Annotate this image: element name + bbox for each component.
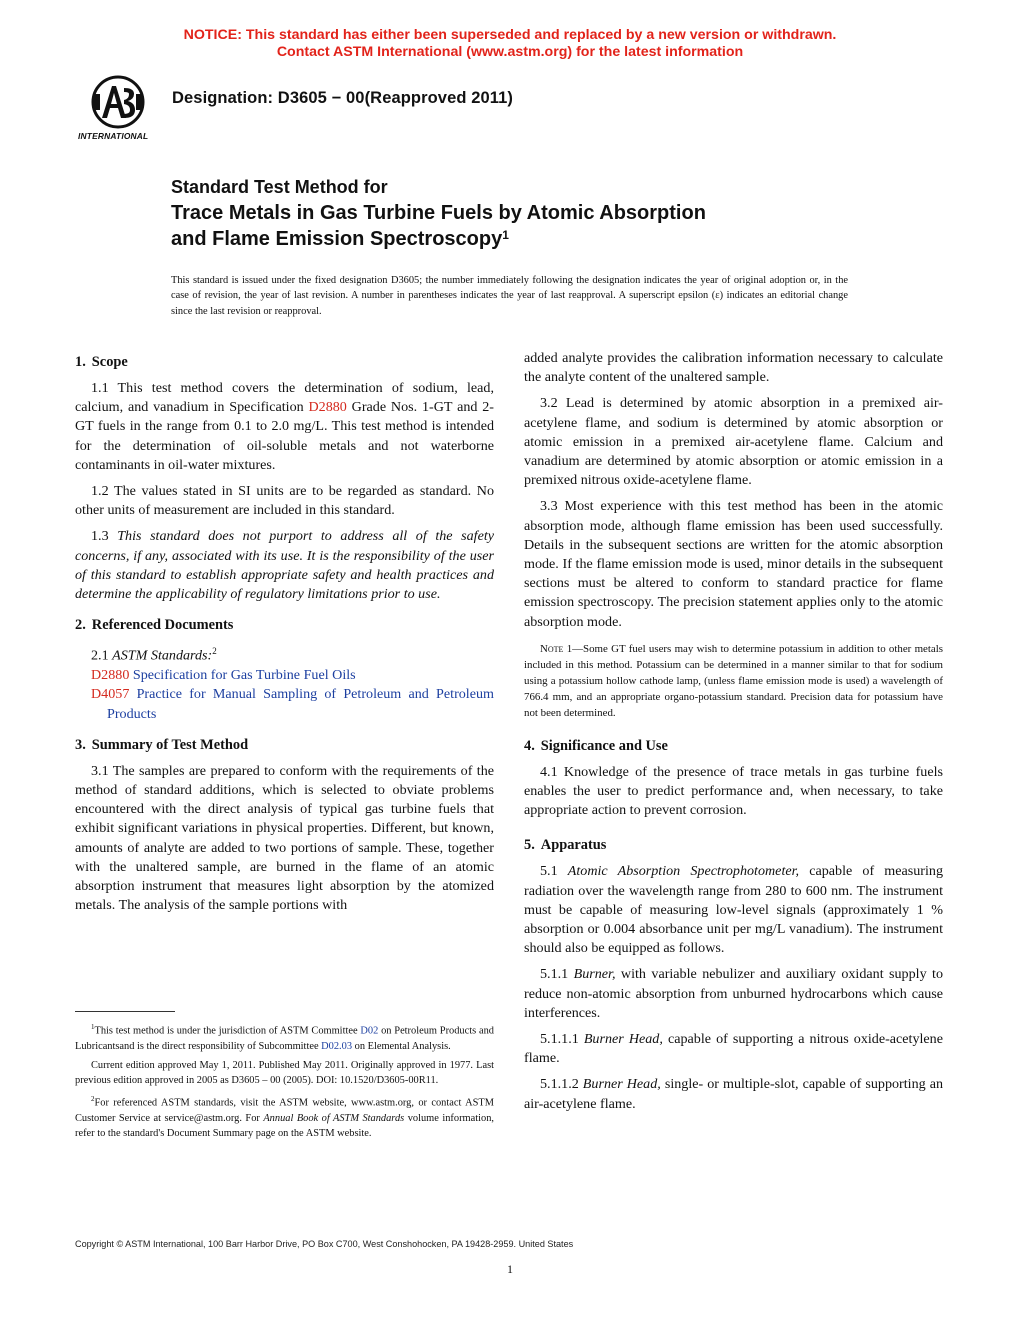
- copyright-line: Copyright © ASTM International, 100 Barr Harbor Drive, PO Box C700, West Conshohocken, PA 19428-2959. United States: [75, 1239, 574, 1249]
- document-title: [171, 174, 706, 252]
- paragraph-3-3: 3.3 Most experience with this test method has been in the atomic absorption mode, although flame emission has been used successfully. Details in the subsequent sections are written for the atomic absorption mode. If the flame emission mode is used, minor details in the subsequent sections must be altered to conform to standard practice for flame emission spectroscopy. The precision statement applies only to the atomic absorption mode.: [524, 498, 943, 630]
- paragraph-5-1-1: 5.1.1 Burner, with variable nebulizer and auxiliary oxidant supply to reduce non-atomic absorption from unburned hydrocarbons which cause interferences.: [524, 966, 943, 1021]
- section-heading-apparatus: 5. Apparatus: [524, 837, 607, 854]
- paragraph-1-3: 1.3 This standard does not purport to address all of the safety concerns, if any, associated with its use. It is the responsibility of the user of this standard to establish appropriate safety and health practices and determine the applicability of regulatory limitations prior to use.: [75, 528, 494, 603]
- title-line-2: Trace Metals in Gas Turbine Fuels by Atomic Absorption: [171, 202, 706, 224]
- section-heading-significance: 4. Significance and Use: [524, 737, 668, 754]
- paragraph-5-1: 5.1 Atomic Absorption Spectrophotometer, capable of measuring radiation over the wavelength range from 280 to 600 nm. The instrument must be capable of measuring low-level signals (approximately 1 % absorption or 0.004 absorbance unit per mg/L vanadium). The instrument should also be equipped as follows.: [524, 863, 943, 957]
- preface-note: This standard is issued under the fixed designation D3605; the number immediately following the designation indicates the year of original adoption or, in the case of revision, the year of last revision. A number in parentheses indicates the year of last reapproval. A superscript epsilon (ε) indicates an editorial change since the last revision or reapproval.: [171, 275, 848, 317]
- footnotes: [75, 1020, 494, 1145]
- note-1: Note 1—Some GT fuel users may wish to determine potassium in addition to other metals included in this method. Potassium can be determined in a manner similar to that for sodium using a potassium hollow cathode lamp, (unless flame emission mode is used) a wavelength of 766.4 mm, and an appropriate organo-potassium standard. Precision data for potassium have not been determined.: [524, 642, 943, 719]
- paragraph-5-1-1-1: 5.1.1.1 Burner Head, capable of supporting a nitrous oxide-acetylene flame.: [524, 1031, 943, 1067]
- title-line-3: and Flame Emission Spectroscopy$^1$: [171, 228, 509, 250]
- withdrawal-notice: [0, 27, 1020, 61]
- footnote-divider: [75, 1011, 175, 1012]
- reference-d4057[interactable]: D4057 Practice for Manual Sampling of Petroleum and Petroleum Products: [91, 686, 494, 722]
- title-line-1: Standard Test Method for: [171, 177, 388, 197]
- footnote-2: $^2$For referenced ASTM standards, visit the ASTM website, www.astm.org, or contact ASTM Customer Service at service@astm.org. For Annual Book of ASTM Standards volume information, refer to the standard's Document Summary page on the ASTM website.: [75, 1095, 494, 1140]
- footnote-1-dates: Current edition approved May 1, 2011. Published May 2011. Originally approved in 1977. Last previous edition approved in 2005 as D3605 – 00 (2005). DOI: 10.1520/D3605-00R11.: [75, 1059, 494, 1087]
- astm-logo: [72, 74, 164, 146]
- section-heading-scope: 1. Scope: [75, 354, 128, 370]
- notice-line-2: Contact ASTM International (www.astm.org) for the latest information: [276, 44, 744, 60]
- designation: Designation: D3605 − 00(Reapproved 2011): [172, 89, 514, 107]
- page-number: 1: [507, 1262, 513, 1276]
- link-d2880[interactable]: D2880: [308, 399, 347, 416]
- left-column: [75, 349, 494, 922]
- paragraph-2-1: 2.1 ASTM Standards:$^2$: [91, 646, 217, 664]
- paragraph-3-1-continued: added analyte provides the calibration information necessary to calculate the analyte content of the unaltered sample.: [524, 350, 943, 386]
- reference-d2880[interactable]: D2880 Specification for Gas Turbine Fuel Oils: [91, 667, 356, 684]
- link-d02-03[interactable]: D02.03: [321, 1040, 353, 1052]
- logo-caption: INTERNATIONAL: [78, 131, 149, 141]
- paragraph-1-2: 1.2 The values stated in SI units are to be regarded as standard. No other units of measurement are included in this standard.: [75, 483, 494, 519]
- footnote-1: $^1$This test method is under the jurisdiction of ASTM Committee D02 on Petroleum Products and Lubricantsand is the direct responsibility of Subcommittee D02.03 on Elemental Analysis.: [75, 1023, 494, 1052]
- paragraph-5-1-1-2: 5.1.1.2 Burner Head, single- or multiple-slot, capable of supporting an air-acetylene flame.: [524, 1076, 944, 1112]
- section-heading-summary: 3. Summary of Test Method: [75, 736, 249, 753]
- paragraph-3-2: 3.2 Lead is determined by atomic absorption in a premixed air-acetylene flame, and sodium is determined by atomic absorption or atomic emission in a premixed air-acetylene flame. Calcium and vanadium are determined by atomic absorption or atomic emission in a premixed nitrous oxide-acetylene flame.: [524, 395, 943, 489]
- paragraph-4-1: 4.1 Knowledge of the presence of trace metals in gas turbine fuels enables the user to predict performance and, when necessary, to take appropriate action to prevent corrosion.: [524, 763, 943, 819]
- paragraph-3-1: 3.1 The samples are prepared to conform with the requirements of the method of standard additions, which is selected to obviate problems encountered with the direct analysis of typical gas turbine fuels that exhibit significant variations in physical properties. Different, but known, amounts of analyte are added to two portions of sample. These, together with the unaltered sample, are burned in the flame of an atomic absorption instrument that measures light absorption by the atomized metals. The analysis of the sample portions with: [75, 762, 494, 914]
- notice-line-1: NOTICE: This standard has either been superseded and replaced by a new version or withdrawn.: [183, 27, 837, 43]
- paragraph-1-1: 1.1 This test method covers the determination of sodium, lead, calcium, and vanadium in Specification D2880 Grade Nos. 1-GT and 2-GT fuels in the range from 0.1 to 2.0 mg/L. This test method is intended for the determination of oil-soluble metals and not waterborne contaminants in oil-water mixtures.: [75, 380, 494, 473]
- section-heading-referenced-documents: 2. Referenced Documents: [75, 617, 234, 634]
- right-column: [524, 349, 943, 1121]
- title-footnote-mark: 1: [502, 228, 509, 242]
- link-d02[interactable]: D02: [360, 1025, 379, 1037]
